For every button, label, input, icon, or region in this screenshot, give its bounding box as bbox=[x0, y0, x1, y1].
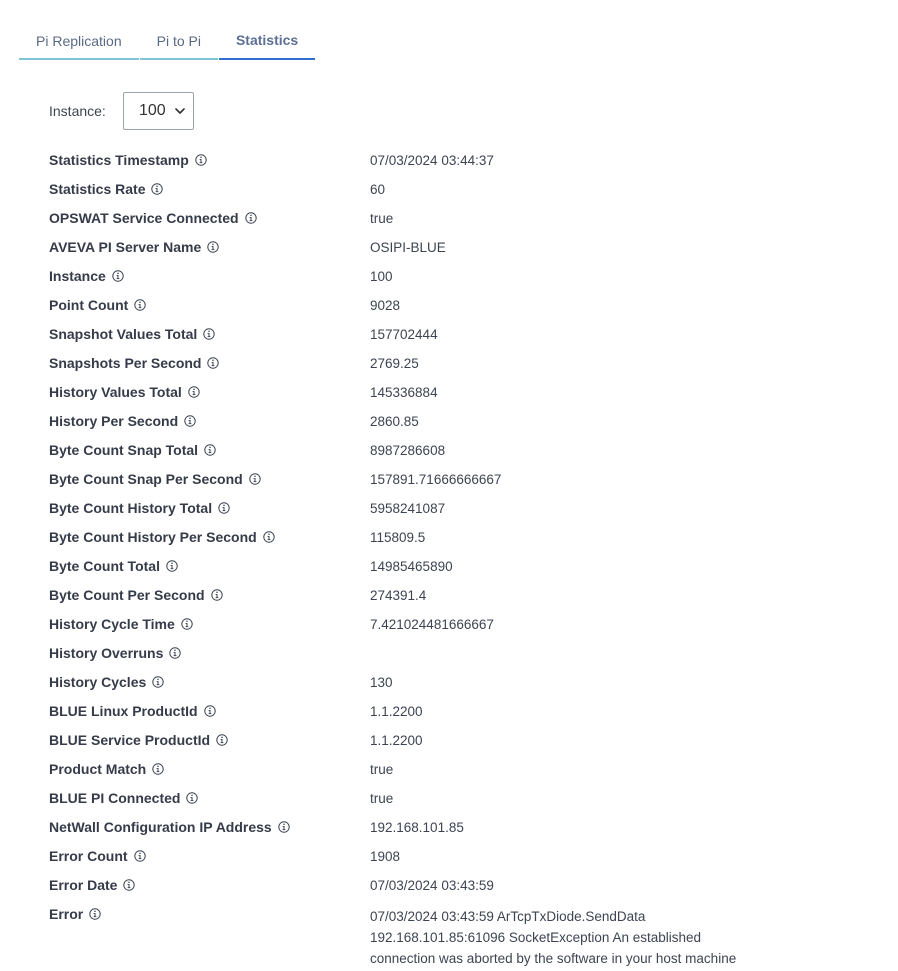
stat-label-text: Byte Count Snap Total bbox=[49, 442, 199, 458]
stat-value: 14985465890 bbox=[370, 559, 453, 574]
stat-row-byte-count-per-second bbox=[49, 581, 869, 610]
info-circle-icon[interactable] bbox=[278, 821, 290, 833]
stat-label-text: Byte Count Total bbox=[49, 558, 160, 574]
stat-value: 2860.85 bbox=[370, 414, 419, 429]
stat-label bbox=[49, 152, 207, 168]
stat-label bbox=[49, 848, 146, 864]
stat-label bbox=[49, 529, 275, 545]
info-circle-icon[interactable] bbox=[207, 357, 219, 369]
info-circle-icon[interactable] bbox=[166, 560, 178, 572]
stat-value: 274391.4 bbox=[370, 588, 427, 603]
info-circle-icon[interactable] bbox=[204, 705, 216, 717]
info-circle-icon[interactable] bbox=[204, 444, 216, 456]
stat-label-text: Product Match bbox=[49, 761, 147, 777]
stat-label bbox=[49, 674, 164, 690]
stat-value: 9028 bbox=[370, 298, 401, 313]
tab-bar bbox=[19, 24, 315, 62]
stat-value: 60 bbox=[370, 182, 386, 197]
stat-label-text: Byte Count Per Second bbox=[49, 587, 205, 603]
stat-value: 07/03/2024 03:43:59 ArTcpTxDiode.SendData 192.168.101.85:61096 SocketException An established connection was aborted by the software in your host machine bbox=[370, 909, 737, 966]
stat-label bbox=[49, 877, 135, 893]
stat-label bbox=[49, 442, 216, 458]
stat-row-blue-linux-productid bbox=[49, 697, 869, 726]
stat-value: 145336884 bbox=[370, 385, 438, 400]
stat-row-history-cycles bbox=[49, 668, 869, 697]
info-circle-icon[interactable] bbox=[89, 908, 101, 920]
stat-label-text: Byte Count Snap Per Second bbox=[49, 471, 243, 487]
stat-row-history-per-second bbox=[49, 407, 869, 436]
stat-value: 1.1.2200 bbox=[370, 704, 423, 719]
stat-row-history-values-total bbox=[49, 378, 869, 407]
info-circle-icon[interactable] bbox=[207, 241, 219, 253]
stat-label bbox=[49, 703, 216, 719]
info-circle-icon[interactable] bbox=[134, 850, 146, 862]
stat-label-text: History Cycles bbox=[49, 674, 147, 690]
stat-label bbox=[49, 587, 223, 603]
stat-row-product-match bbox=[49, 755, 869, 784]
stat-label-text: Instance bbox=[49, 268, 106, 284]
chevron-down-icon bbox=[175, 106, 185, 116]
stat-label bbox=[49, 326, 215, 342]
info-circle-icon[interactable] bbox=[245, 212, 257, 224]
stat-value: 157891.71666666667 bbox=[370, 472, 502, 487]
stat-value: true bbox=[370, 762, 394, 777]
info-circle-icon[interactable] bbox=[152, 676, 164, 688]
stat-label bbox=[49, 297, 146, 313]
info-circle-icon[interactable] bbox=[263, 531, 275, 543]
stat-value: 7.421024481666667 bbox=[370, 617, 494, 632]
stat-value: 100 bbox=[370, 269, 393, 284]
stat-label bbox=[49, 181, 163, 197]
info-circle-icon[interactable] bbox=[188, 386, 200, 398]
stat-row-error-count bbox=[49, 842, 869, 871]
stat-label-text: NetWall Configuration IP Address bbox=[49, 819, 272, 835]
info-circle-icon[interactable] bbox=[152, 763, 164, 775]
stat-label-text: Error Date bbox=[49, 877, 118, 893]
stat-value: 192.168.101.85 bbox=[370, 820, 464, 835]
info-circle-icon[interactable] bbox=[195, 154, 207, 166]
tab-pi-to-pi[interactable]: Pi to Pi bbox=[140, 24, 218, 60]
stat-row-point-count bbox=[49, 291, 869, 320]
stat-row-byte-count-snap-total bbox=[49, 436, 869, 465]
stat-row-byte-count-total bbox=[49, 552, 869, 581]
stat-value bbox=[370, 639, 869, 662]
info-circle-icon[interactable] bbox=[211, 589, 223, 601]
stat-label bbox=[49, 500, 230, 516]
info-circle-icon[interactable] bbox=[249, 473, 261, 485]
tab-pi-replication[interactable]: Pi Replication bbox=[19, 24, 139, 60]
stat-label-text: Statistics Timestamp bbox=[49, 152, 189, 168]
stat-row-snapshots-per-second bbox=[49, 349, 869, 378]
stat-row-aveva-pi-server-name bbox=[49, 233, 869, 262]
stat-label-text: Point Count bbox=[49, 297, 129, 313]
stat-label-text: Byte Count History Per Second bbox=[49, 529, 257, 545]
stat-value: 130 bbox=[370, 675, 393, 690]
instance-selector-row bbox=[49, 92, 194, 130]
stat-row-netwall-configuration-ip-address bbox=[49, 813, 869, 842]
stat-row-blue-pi-connected bbox=[49, 784, 869, 813]
stat-label-text: History Values Total bbox=[49, 384, 182, 400]
stat-value: 2769.25 bbox=[370, 356, 419, 371]
stat-row-snapshot-values-total bbox=[49, 320, 869, 349]
stat-label-text: History Overruns bbox=[49, 645, 164, 661]
stat-row-statistics-rate bbox=[49, 175, 869, 204]
stat-value: true bbox=[370, 211, 394, 226]
stat-row-error bbox=[49, 900, 869, 969]
stat-label bbox=[49, 732, 228, 748]
stat-row-instance bbox=[49, 262, 869, 291]
info-circle-icon[interactable] bbox=[123, 879, 135, 891]
instance-select[interactable] bbox=[123, 92, 194, 130]
stat-row-byte-count-history-total bbox=[49, 494, 869, 523]
stat-value: 07/03/2024 03:44:37 bbox=[370, 153, 494, 168]
stat-label bbox=[49, 210, 257, 226]
stat-value: 115809.5 bbox=[370, 530, 426, 545]
stat-label bbox=[49, 906, 101, 922]
stat-label bbox=[49, 239, 219, 255]
stat-row-opswat-service-connected bbox=[49, 204, 869, 233]
info-circle-icon[interactable] bbox=[218, 502, 230, 514]
stat-label bbox=[49, 268, 124, 284]
stat-row-history-cycle-time bbox=[49, 610, 869, 639]
info-circle-icon[interactable] bbox=[181, 618, 193, 630]
stat-label bbox=[49, 819, 290, 835]
stat-label bbox=[49, 558, 178, 574]
info-circle-icon[interactable] bbox=[112, 270, 124, 282]
stat-label-text: Error Count bbox=[49, 848, 128, 864]
info-circle-icon[interactable] bbox=[184, 415, 196, 427]
stat-value: 8987286608 bbox=[370, 443, 446, 458]
stat-label-text: BLUE Linux ProductId bbox=[49, 703, 198, 719]
stat-label-text: AVEVA PI Server Name bbox=[49, 239, 202, 255]
stat-value: 1.1.2200 bbox=[370, 733, 423, 748]
stat-label bbox=[49, 645, 181, 661]
stat-label bbox=[49, 616, 193, 632]
stat-label-text: OPSWAT Service Connected bbox=[49, 210, 239, 226]
stat-label-text: Snapshots Per Second bbox=[49, 355, 202, 371]
stat-row-error-date bbox=[49, 871, 869, 900]
stat-value: 5958241087 bbox=[370, 501, 446, 516]
info-circle-icon[interactable] bbox=[169, 647, 181, 659]
stat-label bbox=[49, 413, 196, 429]
stat-value: true bbox=[370, 791, 394, 806]
info-circle-icon[interactable] bbox=[216, 734, 228, 746]
stat-label-text: History Cycle Time bbox=[49, 616, 175, 632]
stat-label-text: Byte Count History Total bbox=[49, 500, 213, 516]
stat-label bbox=[49, 790, 198, 806]
stat-label bbox=[49, 384, 200, 400]
instance-select-value: 100 bbox=[139, 102, 166, 119]
stat-value: 1908 bbox=[370, 849, 401, 864]
stat-value: 157702444 bbox=[370, 327, 438, 342]
stat-row-blue-service-productid bbox=[49, 726, 869, 755]
info-circle-icon[interactable] bbox=[151, 183, 163, 195]
stat-label bbox=[49, 355, 219, 371]
stat-row-statistics-timestamp bbox=[49, 146, 869, 175]
stat-label-text: Snapshot Values Total bbox=[49, 326, 198, 342]
tab-statistics[interactable]: Statistics bbox=[219, 24, 315, 60]
info-circle-icon[interactable] bbox=[134, 299, 146, 311]
stat-label-text: BLUE Service ProductId bbox=[49, 732, 211, 748]
stat-label-text: Error bbox=[49, 906, 84, 922]
info-circle-icon[interactable] bbox=[186, 792, 198, 804]
info-circle-icon[interactable] bbox=[203, 328, 215, 340]
stat-label-text: Statistics Rate bbox=[49, 181, 146, 197]
stat-label bbox=[49, 761, 164, 777]
stat-row-history-overruns bbox=[49, 639, 869, 668]
statistics-list bbox=[49, 146, 869, 969]
stat-value: 07/03/2024 03:43:59 bbox=[370, 878, 494, 893]
stat-label-text: History Per Second bbox=[49, 413, 179, 429]
stat-value: OSIPI-BLUE bbox=[370, 240, 446, 255]
stat-label-text: BLUE PI Connected bbox=[49, 790, 181, 806]
stat-row-byte-count-snap-per-second bbox=[49, 465, 869, 494]
stat-label bbox=[49, 471, 261, 487]
stat-row-byte-count-history-per-second bbox=[49, 523, 869, 552]
instance-label: Instance: bbox=[49, 103, 106, 119]
